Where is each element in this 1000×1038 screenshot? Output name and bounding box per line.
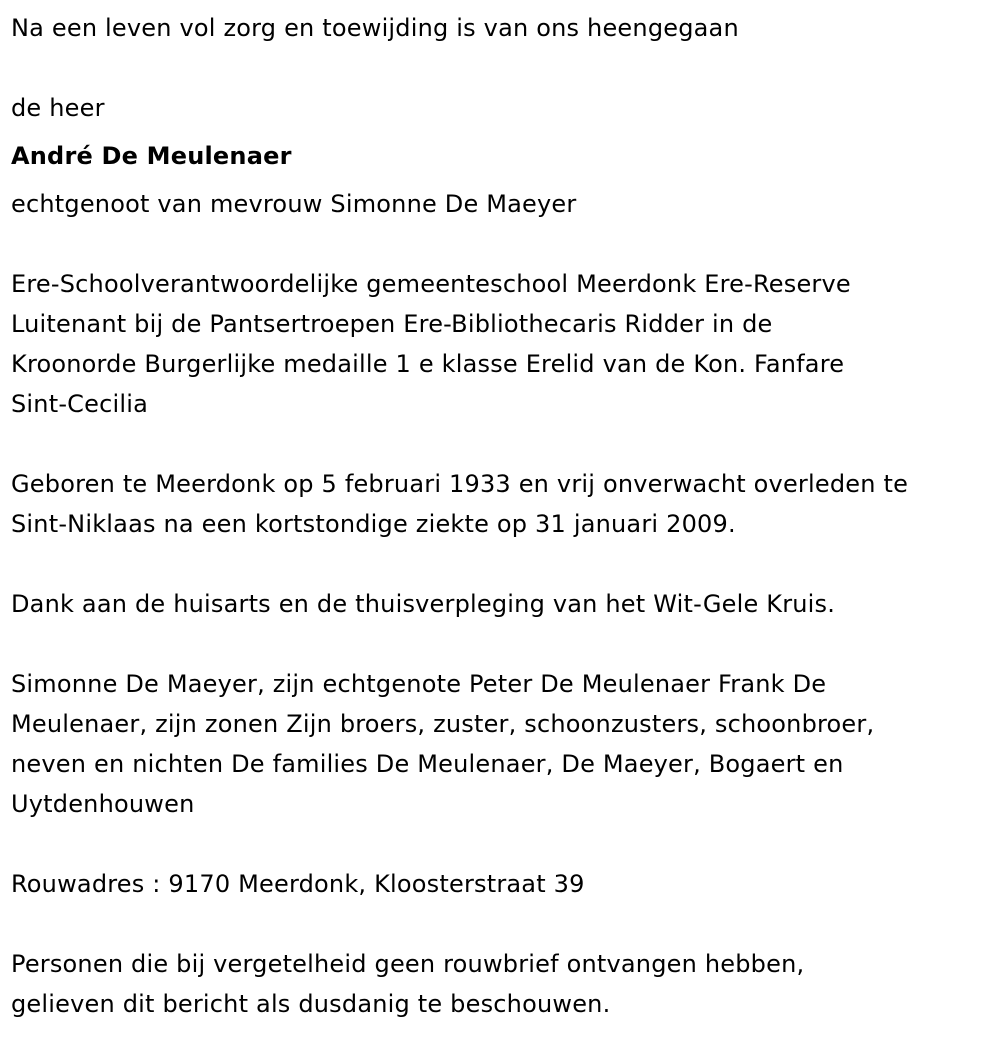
honors-line: Sint-Cecilia xyxy=(11,390,149,418)
closing-line: Personen die bij vergetelheid geen rouwbrief ontvangen hebben, xyxy=(11,950,805,978)
honors-line: Luitenant bij de Pantsertroepen Ere-Bibliothecaris Ridder in de xyxy=(11,310,773,338)
deceased-name: André De Meulenaer xyxy=(11,142,292,170)
spacer xyxy=(11,544,996,584)
birth-death-paragraph xyxy=(11,464,996,544)
spacer xyxy=(11,176,996,184)
spacer xyxy=(11,48,996,88)
family-line: neven en nichten De families De Meulenaer, De Maeyer, Bogaert en xyxy=(11,750,844,778)
spacer xyxy=(11,424,996,464)
closing-paragraph xyxy=(11,944,996,1024)
spouse-line: echtgenoot van mevrouw Simonne De Maeyer xyxy=(11,190,577,218)
family-paragraph xyxy=(11,664,996,824)
family-line: Uytdenhouwen xyxy=(11,790,195,818)
thanks-text: Dank aan de huisarts en de thuisverpleging van het Wit-Gele Kruis. xyxy=(11,590,836,618)
closing-line: gelieven dit bericht als dusdanig te beschouwen. xyxy=(11,990,611,1018)
spacer xyxy=(11,624,996,664)
honors-line: Ere-Schoolverantwoordelijke gemeenteschool Meerdonk Ere-Reserve xyxy=(11,270,851,298)
address-text: Rouwadres : 9170 Meerdonk, Kloosterstraat 39 xyxy=(11,870,585,898)
death-notice xyxy=(11,8,996,1024)
honors-line: Kroonorde Burgerlijke medaille 1 e klasse Erelid van de Kon. Fanfare xyxy=(11,350,845,378)
spacer xyxy=(11,904,996,944)
spacer xyxy=(11,824,996,864)
family-line: Simonne De Maeyer, zijn echtgenote Peter De Meulenaer Frank De xyxy=(11,670,827,698)
intro-text: Na een leven vol zorg en toewijding is van ons heengegaan xyxy=(11,14,739,42)
spacer xyxy=(11,128,996,136)
spacer xyxy=(11,224,996,264)
title-text: de heer xyxy=(11,94,105,122)
birth-death-line: Geboren te Meerdonk op 5 februari 1933 en vrij onverwacht overleden te xyxy=(11,470,909,498)
family-line: Meulenaer, zijn zonen Zijn broers, zuster, schoonzusters, schoonbroer, xyxy=(11,710,875,738)
birth-death-line: Sint-Niklaas na een kortstondige ziekte op 31 januari 2009. xyxy=(11,510,736,538)
honors-paragraph xyxy=(11,264,996,424)
